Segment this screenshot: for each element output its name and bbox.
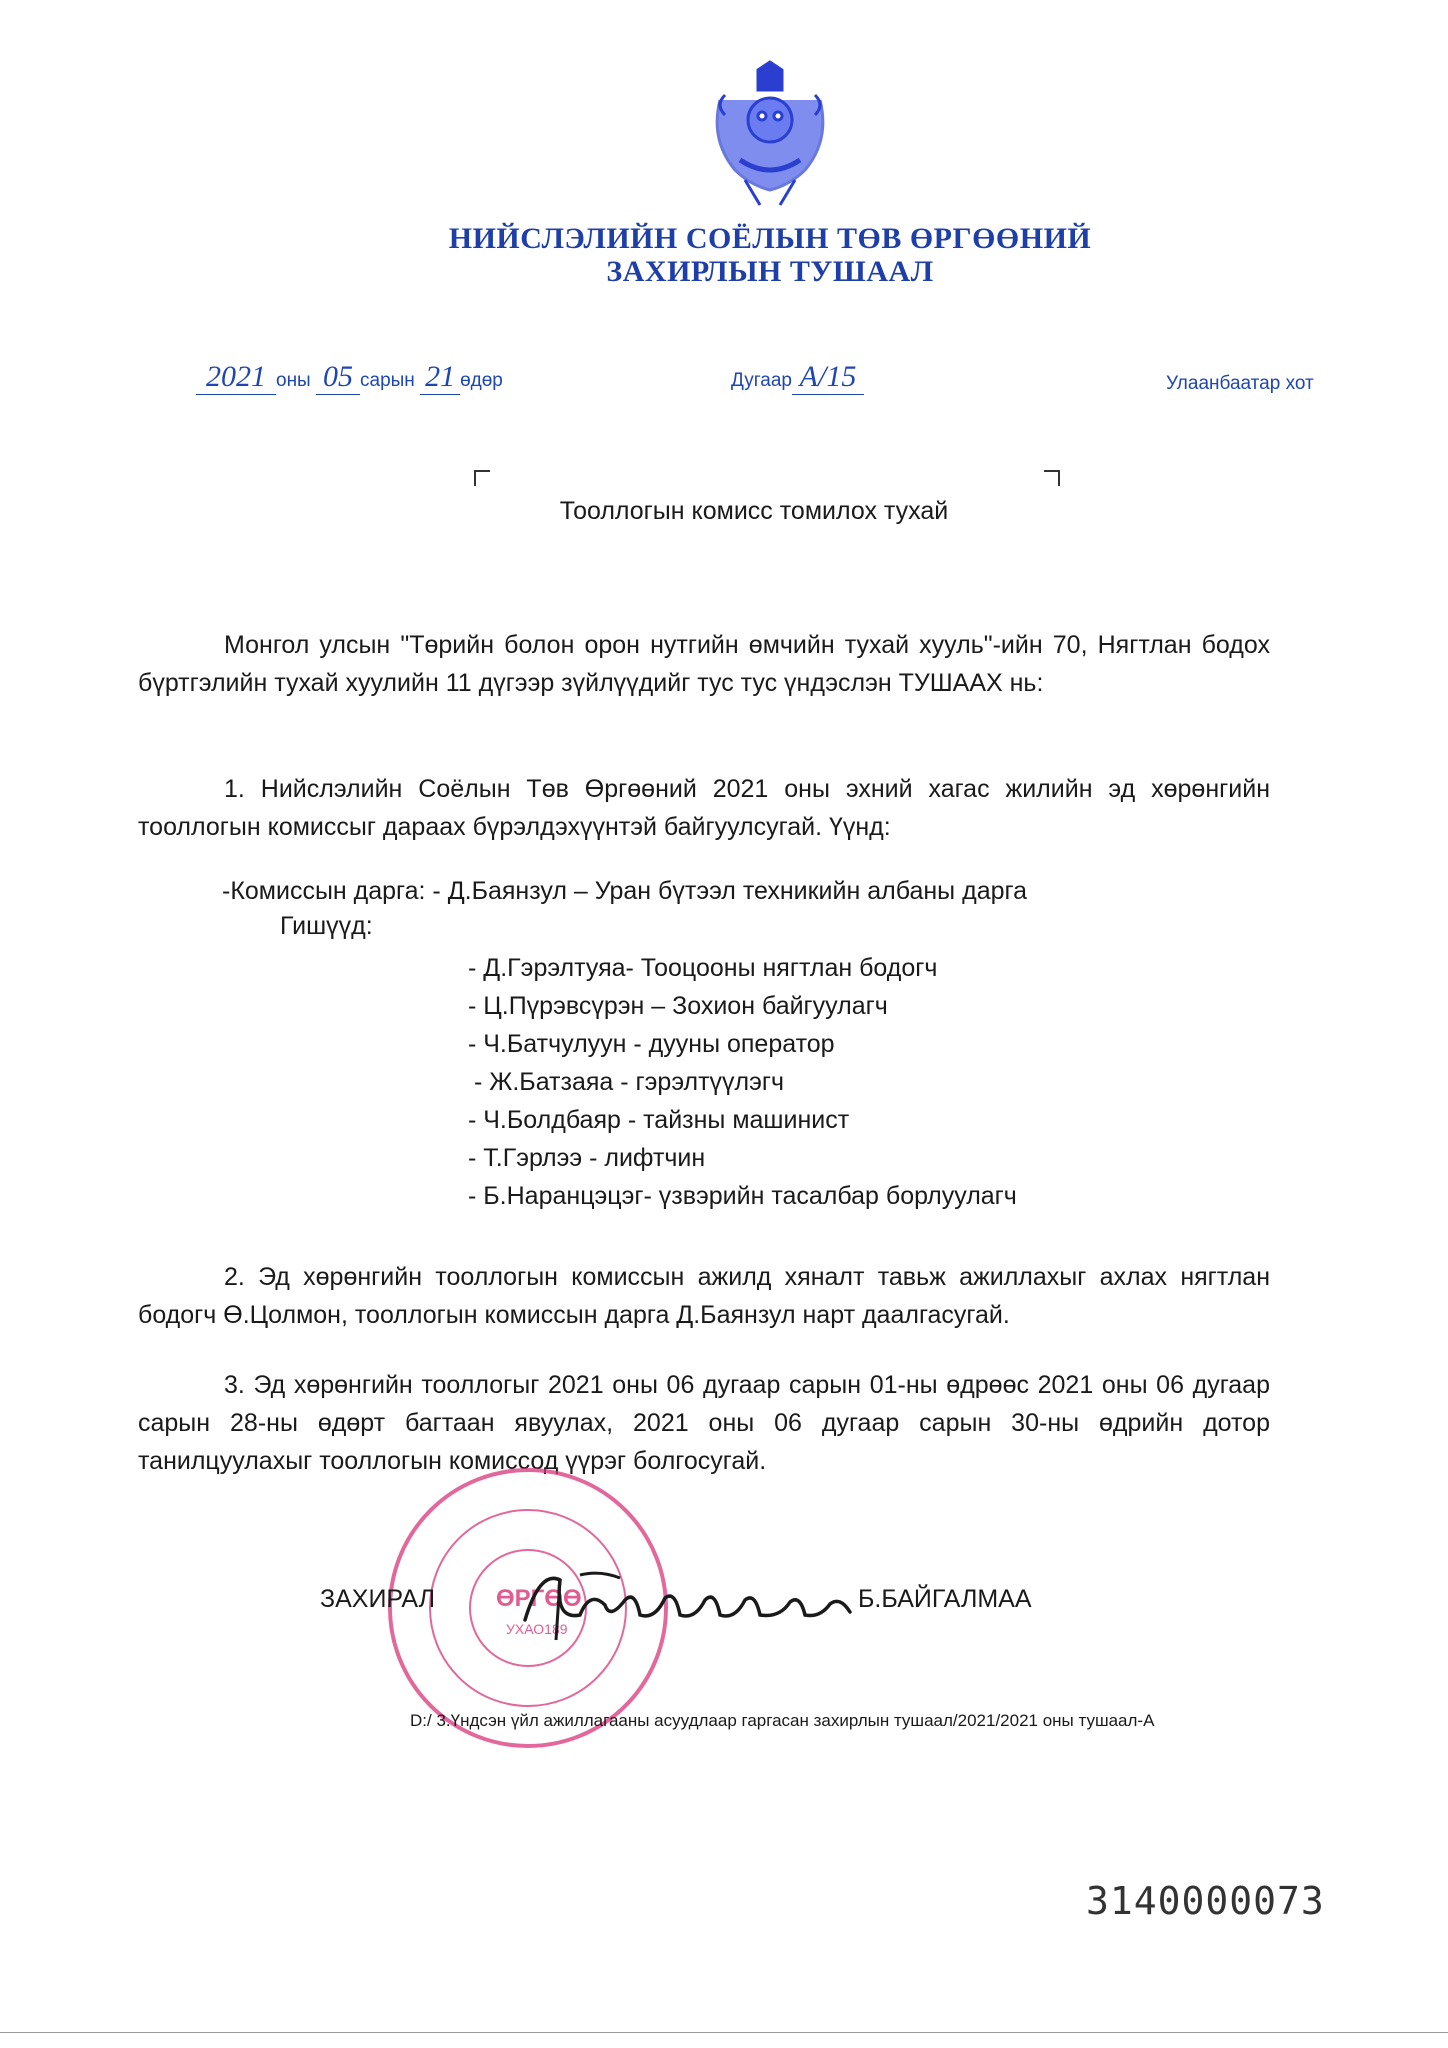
member-item: - Ц.Пүрэвсүрэн – Зохион байгуулагч <box>468 992 888 1020</box>
stamp-text: ӨРГӨӨ <box>496 1585 582 1612</box>
item-2: 2. Эд хөрөнгийн тооллогын комиссын ажилд хяналт тавьж ажиллахыг ахлах нягтлан бодогч Ө.Цолмон, тооллогын комиссын дарга Д.Баянзул нарт даалгасугай. <box>138 1263 1270 1329</box>
bracket-right <box>1044 470 1060 486</box>
member-item: - Т.Гэрлээ - лифтчин <box>468 1144 706 1172</box>
signature-title: ЗАХИРАЛ <box>320 1585 436 1613</box>
year-suffix: оны <box>276 370 311 391</box>
page-edge-divider <box>0 2032 1448 2033</box>
city: Улаанбаатар хот <box>1166 373 1314 394</box>
order-number <box>731 360 864 395</box>
member-item: - Ч.Батчулуун - дууны оператор <box>468 1030 835 1058</box>
preamble: Монгол улсын "Төрийн болон орон нутгийн өмчийн тухай хууль"-ийн 70, Нягтлан бодох бүртгэлийн тухай хуулийн 11 дүгээр зүйлүүдийг тус тус үндэслэн ТУШААХ нь: <box>138 631 1270 697</box>
members-label: Гишүүд: <box>280 912 373 940</box>
org-title-line1: НИЙСЛЭЛИЙН СОЁЛЫН ТӨВ ӨРГӨӨНИЙ <box>448 222 1092 255</box>
member-item: - Ж.Батзаяа - гэрэлтүүлэгч <box>474 1068 785 1096</box>
handwritten-signature-icon <box>520 1560 860 1650</box>
member-item: - Ч.Болдбаяр - тайзны машинист <box>468 1106 850 1134</box>
number-label: Дугаар <box>731 370 792 391</box>
subject-title: Тооллогын комисс томилох тухай <box>559 497 949 525</box>
date-line <box>196 360 503 395</box>
item-3: 3. Эд хөрөнгийн тооллогыг 2021 оны 06 дугаар сарын 01-ны өдрөөс 2021 оны 06 дугаар сарын 28-ны өдөрт багтаан явуулах, 2021 оны 06 дугаар сарын 30-ны өдрийн дотор танилцуулахыг тооллогын комиссод үүрэг болгосугай. <box>138 1371 1270 1475</box>
state-emblem-icon <box>700 60 840 210</box>
registration-number: 3140000073 <box>1086 1879 1325 1923</box>
date-year: 2021 <box>196 360 276 395</box>
month-suffix: сарын <box>360 370 415 391</box>
chair-line: -Комиссын дарга: - Д.Баянзул – Уран бүтээл техникийн албаны дарга <box>222 877 1027 905</box>
stamp-code: УХАО189 <box>506 1621 568 1637</box>
item-1: 1. Нийслэлийн Соёлын Төв Өргөөний 2021 оны эхний хагас жилийн эд хөрөнгийн тооллогын комиссыг дараах бүрэлдэхүүнтэй байгуулсугай. Үүнд: <box>138 775 1270 841</box>
bracket-left <box>474 470 490 486</box>
number-value: А/15 <box>792 360 864 395</box>
date-month: 05 <box>316 360 360 395</box>
org-title-line2: ЗАХИРЛЫН ТУШААЛ <box>606 255 934 288</box>
date-day: 21 <box>420 360 460 395</box>
member-item: - Д.Гэрэлтуяа- Тооцооны нягтлан бодогч <box>468 954 938 982</box>
member-item: - Б.Наранцэцэг- үзвэрийн тасалбар борлуулагч <box>468 1182 1017 1210</box>
day-suffix: өдөр <box>460 370 503 391</box>
signature-name: Б.БАЙГАЛМАА <box>858 1585 1032 1613</box>
footer-file-path: D:/ 3.Үндсэн үйл ажиллагааны асуудлаар гаргасан захирлын тушаал/2021/2021 оны тушаал-А <box>410 1711 1155 1730</box>
